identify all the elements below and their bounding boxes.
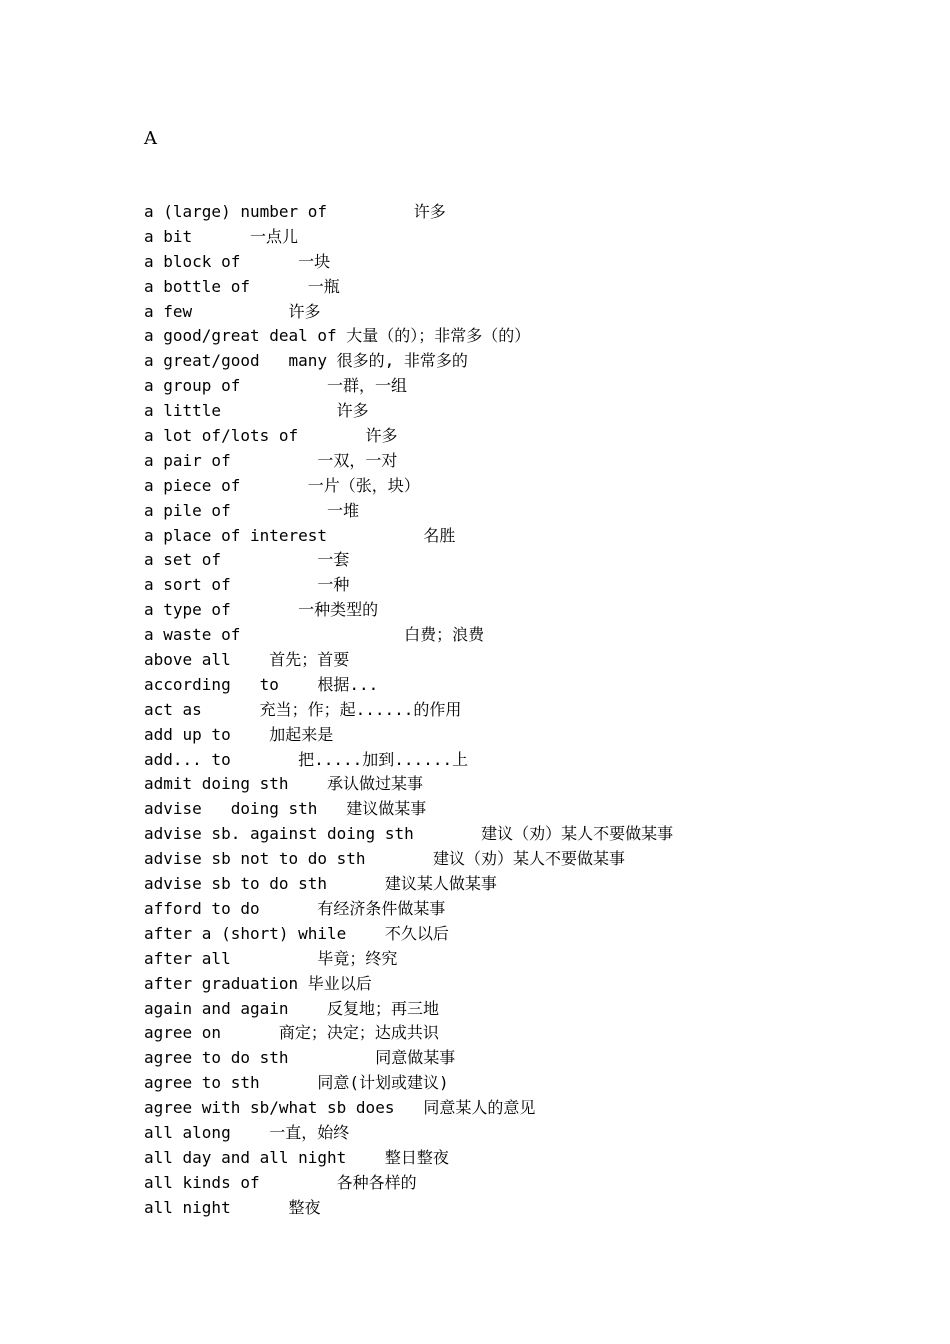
phrase-entry: agree to do sth 同意做某事 <box>144 1048 456 1068</box>
phrase-entry: a great/good many 很多的, 非常多的 <box>144 351 468 371</box>
phrase-entry: afford to do 有经济条件做某事 <box>144 898 446 918</box>
phrase-entry: all night 整夜 <box>144 1197 321 1217</box>
phrase-entry: all day and all night 整日整夜 <box>144 1147 449 1167</box>
phrase-entry: a (large) number of 许多 <box>144 202 446 221</box>
phrase-entry: admit doing sth 承认做过某事 <box>144 774 424 794</box>
phrase-entry: above all 首先；首要 <box>144 650 350 670</box>
phrase-entry: advise sb. against doing sth 建议（劝）某人不要做某事 <box>144 824 674 844</box>
phrase-entry: add up to 加起来是 <box>144 724 334 744</box>
phrase-entry: add... to 把.....加到......上 <box>144 749 469 769</box>
phrase-entry: a lot of/lots of 许多 <box>144 426 398 446</box>
phrase-entry: a little 许多 <box>144 401 369 421</box>
phrase-entry: advise sb to do sth 建议某人做某事 <box>144 874 497 894</box>
phrase-entry: again and again 反复地；再三地 <box>144 998 440 1018</box>
phrase-entry: a piece of 一片（张，块） <box>144 475 420 495</box>
phrase-entry: advise sb not to do sth 建议（劝）某人不要做某事 <box>144 849 625 869</box>
phrase-entry: a type of 一种类型的 <box>144 600 379 620</box>
phrase-entry: advise doing sth 建议做某事 <box>144 799 427 819</box>
section-heading: A <box>144 128 157 149</box>
phrase-entry: according to 根据... <box>144 674 379 694</box>
phrase-entry: a sort of 一种 <box>144 575 350 595</box>
phrase-entry: agree to sth 同意(计划或建议) <box>144 1073 449 1093</box>
phrase-entry: a bottle of 一瓶 <box>144 276 340 296</box>
phrase-entry: after graduation 毕业以后 <box>144 973 372 993</box>
phrase-entry: a set of 一套 <box>144 550 350 570</box>
phrase-entry: all kinds of 各种各样的 <box>144 1172 417 1192</box>
phrase-entry: a group of 一群，一组 <box>144 376 408 396</box>
phrase-entry: after all 毕竟；终究 <box>144 948 398 968</box>
phrase-entry: a pile of 一堆 <box>144 500 360 520</box>
phrase-entry: a block of 一块 <box>144 251 331 271</box>
phrase-entry: a few 许多 <box>144 301 321 321</box>
phrase-entry: a waste of 白费；浪费 <box>144 625 485 645</box>
phrase-entry: agree with sb/what sb does 同意某人的意见 <box>144 1098 536 1118</box>
phrase-entry: a place of interest 名胜 <box>144 525 456 545</box>
phrase-entry: agree on 商定；决定；达成共识 <box>144 1023 439 1043</box>
phrase-entry: act as 充当；作；起......的作用 <box>144 699 462 719</box>
phrase-entry: all along 一直，始终 <box>144 1122 350 1142</box>
phrase-entry: a pair of 一双，一对 <box>144 450 398 470</box>
phrase-entry: a bit 一点儿 <box>144 226 298 246</box>
phrase-entry: after a (short) while 不久以后 <box>144 923 449 943</box>
phrase-entry: a good/great deal of 大量（的）；非常多（的） <box>144 326 531 346</box>
phrase-list <box>144 200 904 1221</box>
